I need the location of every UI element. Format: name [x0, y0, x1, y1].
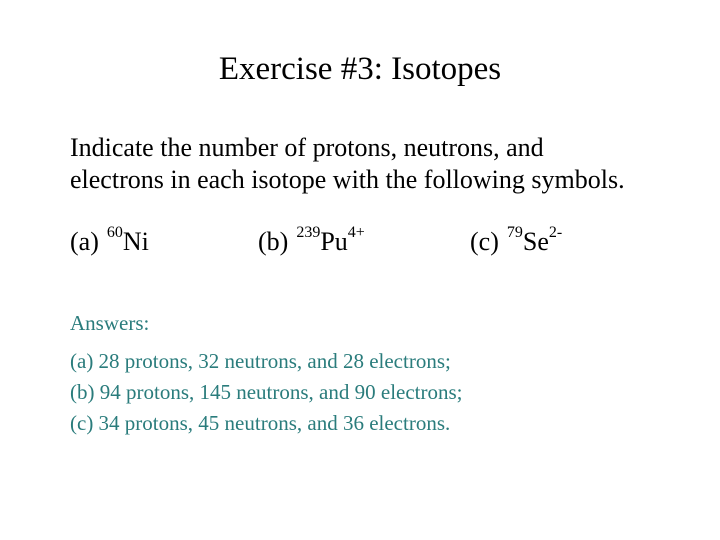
isotope-charge: 4+ — [347, 224, 365, 242]
isotope-label: (c) — [470, 227, 499, 256]
isotope-symbol: Pu — [320, 227, 348, 256]
instruction-line-1: Indicate the number of protons, neutrons, and — [70, 133, 544, 162]
answer-item: (b) 94 protons, 145 neutrons, and 90 electrons; — [70, 380, 463, 404]
answers-list — [70, 346, 463, 439]
instruction-text — [70, 132, 690, 196]
slide-title: Exercise #3: Isotopes — [218, 51, 502, 87]
answer-item: (a) 28 protons, 32 neutrons, and 28 electrons; — [70, 349, 451, 373]
isotope-a — [70, 226, 149, 258]
isotope-mass-number: 239 — [296, 224, 321, 242]
isotope-mass-number: 60 — [106, 224, 123, 242]
isotope-b — [258, 226, 365, 258]
answer-item: (c) 34 protons, 45 neutrons, and 36 electrons. — [70, 411, 451, 435]
isotope-charge: 2- — [548, 224, 563, 242]
isotope-label: (b) — [258, 227, 289, 256]
isotope-mass-number: 79 — [506, 224, 523, 242]
instruction-line-2: electrons in each isotope with the following symbols. — [70, 165, 625, 194]
isotope-symbol: Se — [522, 227, 549, 256]
isotope-label: (a) — [70, 227, 99, 256]
answers-heading: Answers: — [70, 311, 150, 335]
isotope-c — [470, 226, 562, 258]
isotope-symbol: Ni — [122, 227, 149, 256]
